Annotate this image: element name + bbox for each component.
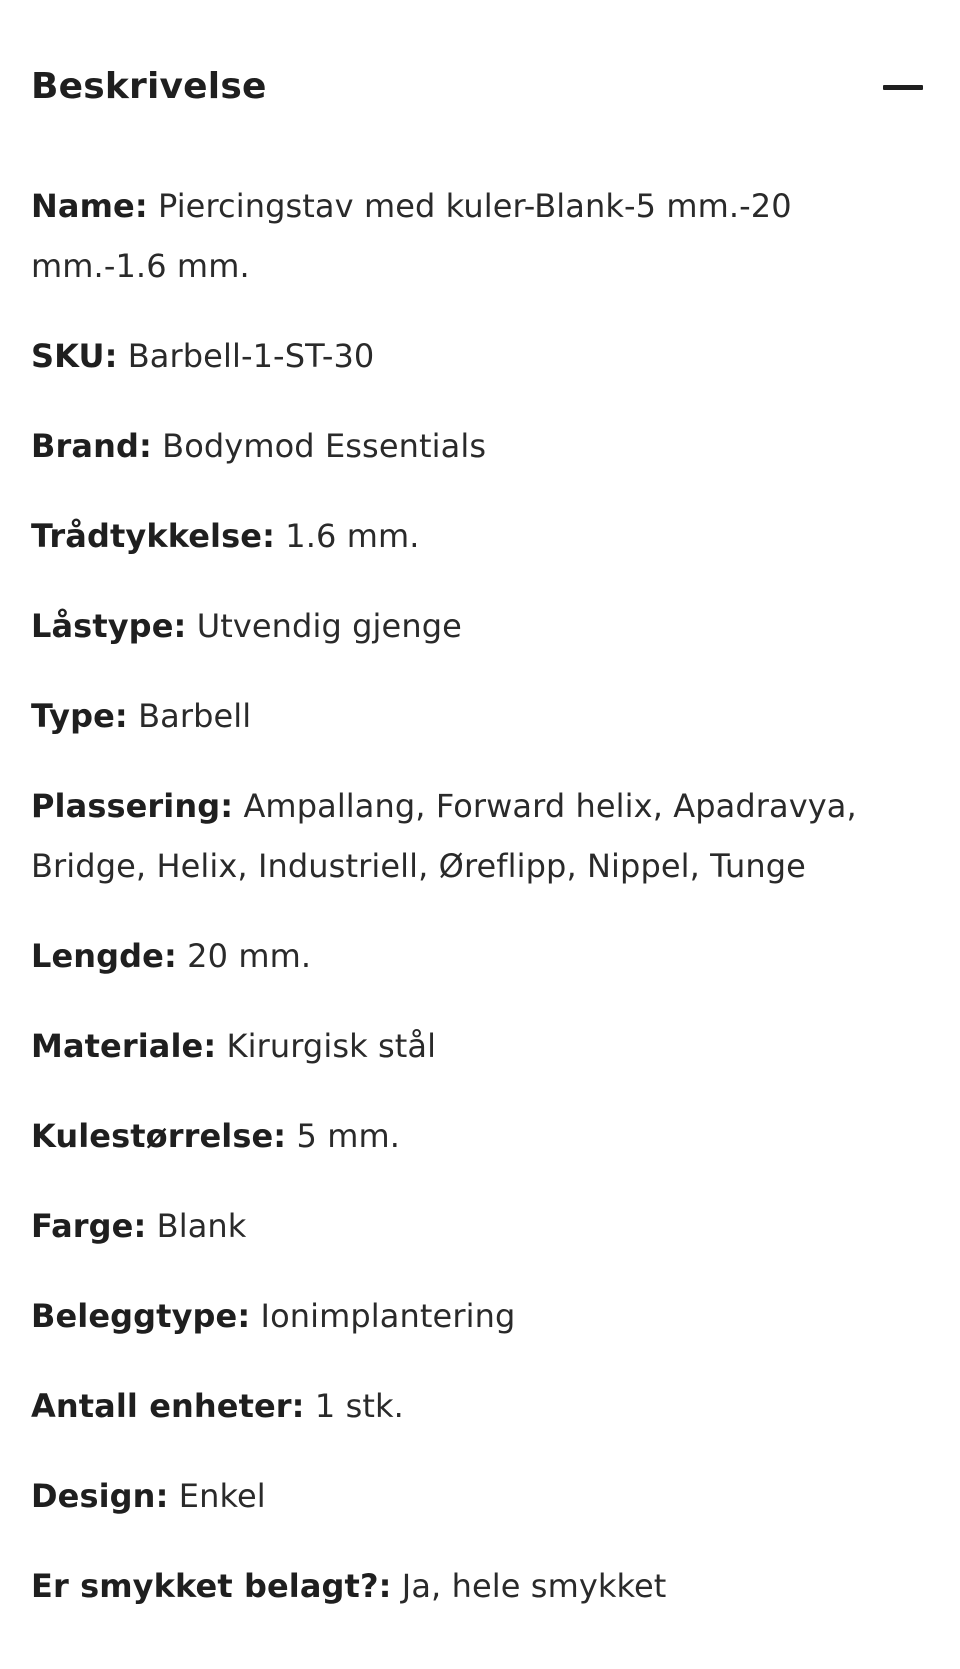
minus-icon[interactable] [883, 82, 923, 92]
spec-value: Utvendig gjenge [196, 607, 462, 645]
spec-value: Blank [156, 1207, 247, 1245]
spec-value: 1.6 mm. [285, 517, 420, 555]
spec-value: 1 stk. [314, 1387, 404, 1425]
spec-label: Design: [31, 1477, 169, 1515]
spec-item-brand [31, 416, 901, 476]
spec-item-material [31, 1016, 901, 1076]
spec-label: Farge: [31, 1207, 147, 1245]
spec-label: Brand: [31, 427, 152, 465]
spec-item-length [31, 926, 901, 986]
spec-label: Låstype: [31, 607, 187, 645]
spec-label: SKU: [31, 337, 118, 375]
spec-label: Antall enheter: [31, 1387, 305, 1425]
spec-value: 20 mm. [187, 937, 312, 975]
spec-label: Trådtykkelse: [31, 517, 275, 555]
spec-item-coated [31, 1556, 901, 1616]
spec-value: Piercingstav med kuler-Blank-5 mm.-20 mm.-1.6 mm. [31, 187, 792, 285]
section-title: Beskrivelse [31, 66, 267, 107]
spec-label: Er smykket belagt?: [31, 1567, 392, 1605]
spec-label: Name: [31, 187, 148, 225]
spec-value: Barbell [138, 697, 252, 735]
spec-item-placement [31, 776, 901, 896]
spec-item-lock-type [31, 596, 901, 656]
spec-label: Lengde: [31, 937, 177, 975]
spec-label: Plassering: [31, 787, 234, 825]
spec-item-units [31, 1376, 901, 1436]
spec-label: Type: [31, 697, 128, 735]
spec-value: Barbell-1-ST-30 [127, 337, 375, 375]
spec-item-wire-thickness [31, 506, 901, 566]
spec-label: Kulestørrelse: [31, 1117, 287, 1155]
spec-list [31, 176, 901, 1646]
spec-value: Bodymod Essentials [162, 427, 487, 465]
spec-item-sku [31, 326, 901, 386]
spec-item-type [31, 686, 901, 746]
spec-item-name [31, 176, 901, 296]
spec-item-ball-size [31, 1106, 901, 1166]
spec-item-coating-type [31, 1286, 901, 1346]
spec-value: Ionimplantering [260, 1297, 516, 1335]
spec-value: Enkel [178, 1477, 266, 1515]
spec-value: Ja, hele smykket [401, 1567, 667, 1605]
spec-value: 5 mm. [296, 1117, 401, 1155]
spec-value: Ampallang, Forward helix, Apadravya, Bridge, Helix, Industriell, Øreflipp, Nippel, Tunge [31, 787, 857, 885]
spec-value: Kirurgisk stål [226, 1027, 437, 1065]
spec-item-design [31, 1466, 901, 1526]
description-accordion-header[interactable] [31, 62, 931, 112]
spec-label: Beleggtype: [31, 1297, 251, 1335]
spec-label: Materiale: [31, 1027, 217, 1065]
spec-item-color [31, 1196, 901, 1256]
